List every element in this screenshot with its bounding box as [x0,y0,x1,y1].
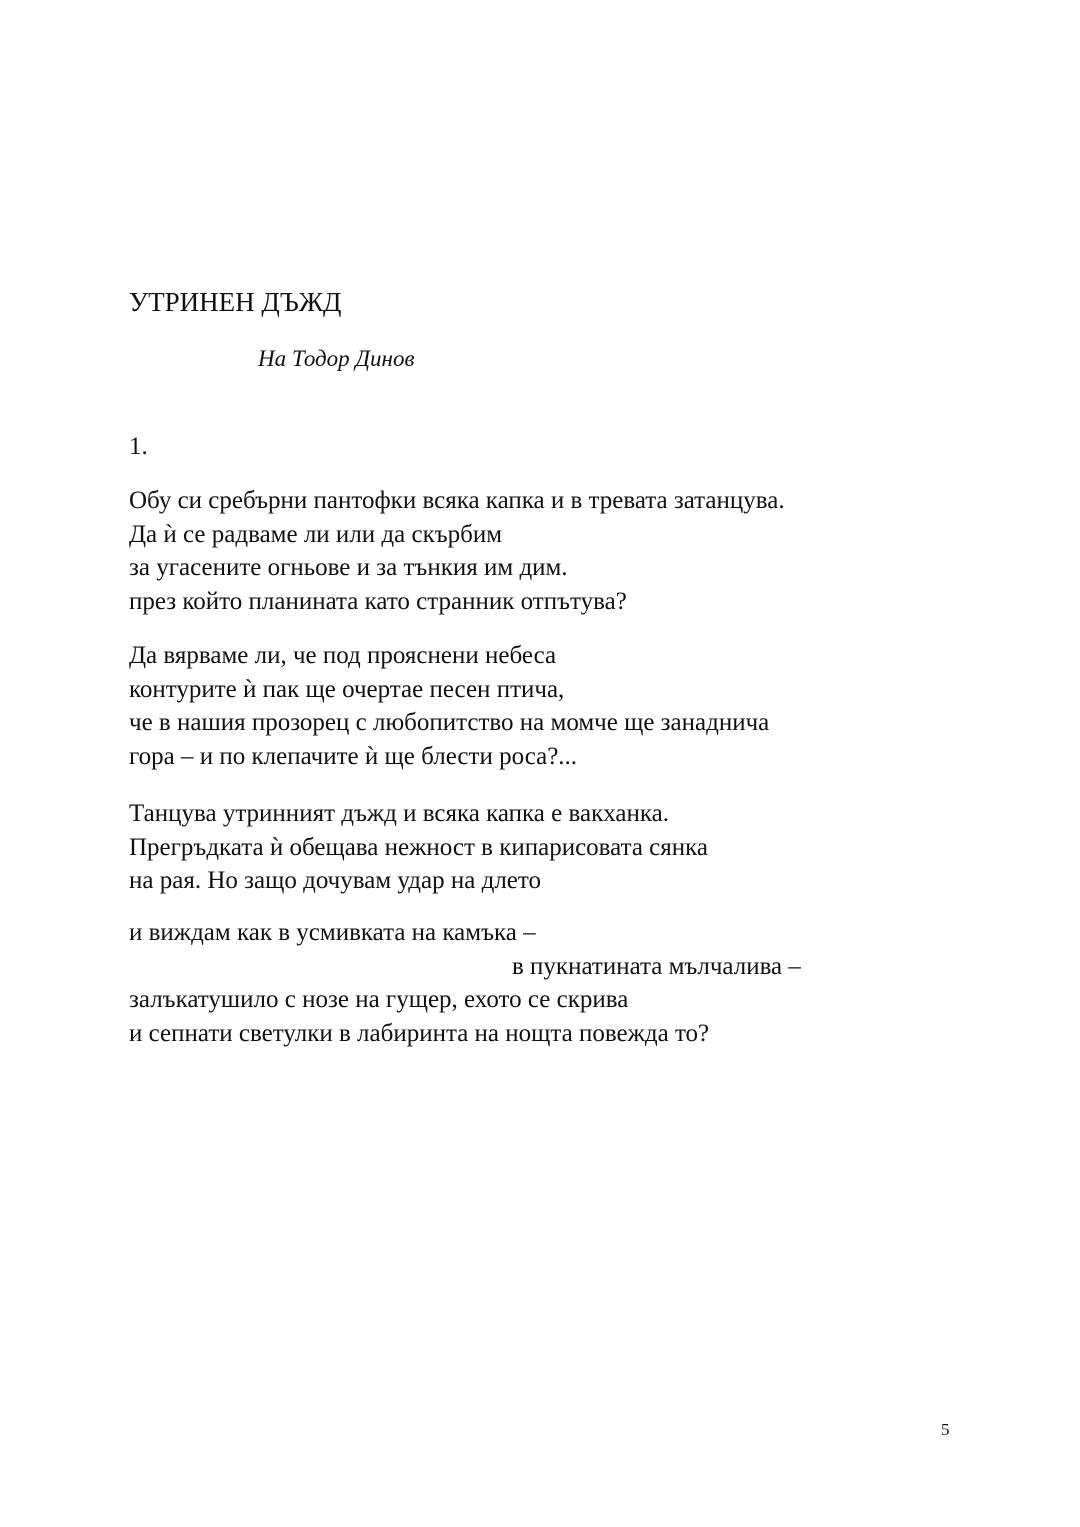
poem-line: Танцува утринният дъжд и всяка капка е вакханка. [129,800,669,827]
stanza-2 [129,639,769,773]
poem-line: и сепнати светулки в лабиринта на нощта повежда то? [129,1019,710,1047]
poem-line: през който планината като странник отпътува? [129,587,627,615]
stanza-1 [129,484,785,618]
poem-line: гора – и по клепачите ѝ ще блести роса?... [129,742,578,770]
stanza-3 [129,797,708,898]
page-number: 5 [941,1420,950,1439]
poem-line: на рая. Но защо дочувам удар на длето [129,867,541,894]
poem-line: Обу си сребърни пантофки всяка капка и в тревата затанцува. [129,487,785,514]
poem-line: че в нашия прозорец с любопитство на момче ще занаднича [129,709,770,736]
poem-dedication: На Тодор Динов [258,346,415,371]
poem-line: Прегръдката ѝ обещава нежност в кипарисовата сянка [129,833,709,861]
section-number: 1. [129,433,148,460]
poem-line-indented: в пукнатината мълчалива – [512,952,801,980]
poem-line: контурите ѝ пак ще очертае песен птича, [129,675,565,703]
poem-title: УТРИНЕН ДЪЖД [129,287,342,317]
poem-line: за угасените огньове и за тънкия им дим. [129,554,568,581]
poem-line: залъкатушило с нозе на гущер, ехото се скрива [129,986,629,1013]
poem-line: Да ѝ се радваме ли или да скърбим [129,520,503,548]
poem-line: Да вярваме ли, че под прояснени небеса [129,642,557,669]
poem-line: и виждам как в усмивката на камъка – [129,919,536,946]
stanza-4 [129,916,801,1050]
